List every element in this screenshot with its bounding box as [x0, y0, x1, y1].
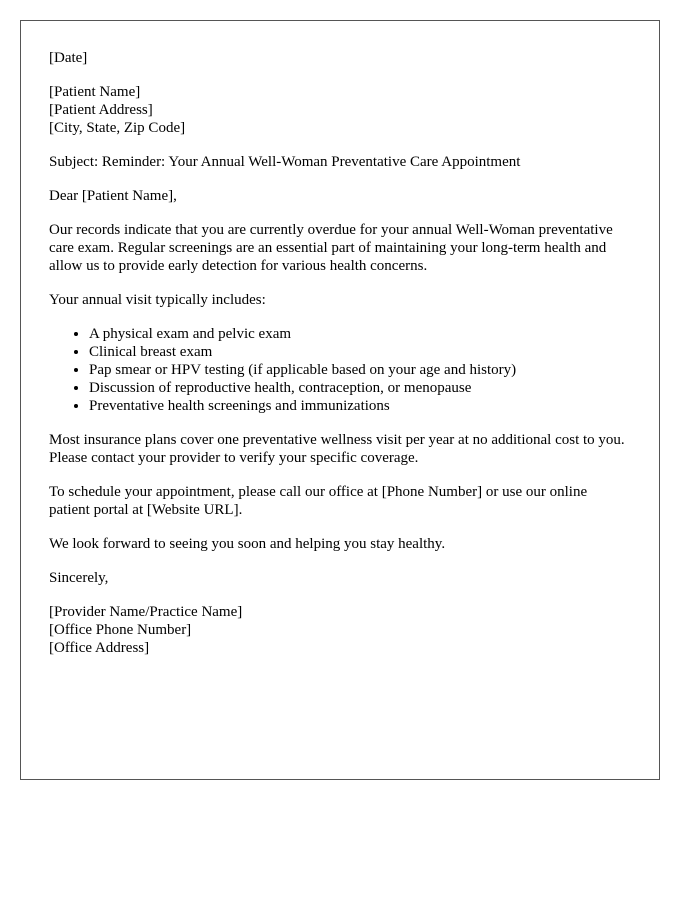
signature-phone: [Office Phone Number]	[49, 622, 192, 638]
signature-block	[49, 603, 631, 657]
signature-address: [Office Address]	[49, 640, 150, 656]
list-intro: Your annual visit typically includes:	[49, 292, 266, 308]
closing-paragraph: We look forward to seeing you soon and helping you stay healthy.	[49, 536, 446, 552]
schedule-paragraph: To schedule your appointment, please call our office at [Phone Number] or use our online patient portal at [Website URL].	[49, 484, 588, 518]
signoff: Sincerely,	[49, 570, 109, 586]
letter-date: [Date]	[49, 50, 88, 66]
letter-subject: Subject: Reminder: Your Annual Well-Woman Preventative Care Appointment	[49, 154, 521, 170]
visit-items-list	[49, 325, 631, 415]
recipient-block	[49, 83, 631, 137]
recipient-name: [Patient Name]	[49, 84, 141, 100]
list-item: • Preventative health screenings and immunizations	[89, 397, 631, 415]
list-item: • Clinical breast exam	[89, 343, 631, 361]
letter-page	[20, 20, 660, 780]
list-item: • Pap smear or HPV testing (if applicable based on your age and history)	[89, 361, 631, 379]
list-item: • Discussion of reproductive health, contraception, or menopause	[89, 379, 631, 397]
letter-salutation: Dear [Patient Name],	[49, 188, 177, 204]
recipient-city-state-zip: [City, State, Zip Code]	[49, 120, 186, 136]
intro-paragraph: Our records indicate that you are currently overdue for your annual Well-Woman preventative care exam. Regular screenings are an essential part of maintaining your long-term health and allow us to provide early detection for various health concerns.	[49, 222, 613, 274]
signature-provider: [Provider Name/Practice Name]	[49, 604, 243, 620]
recipient-address: [Patient Address]	[49, 102, 153, 118]
list-item: • A physical exam and pelvic exam	[89, 325, 631, 343]
insurance-paragraph: Most insurance plans cover one preventative wellness visit per year at no additional cost to you. Please contact your provider to verify your specific coverage.	[49, 432, 625, 466]
